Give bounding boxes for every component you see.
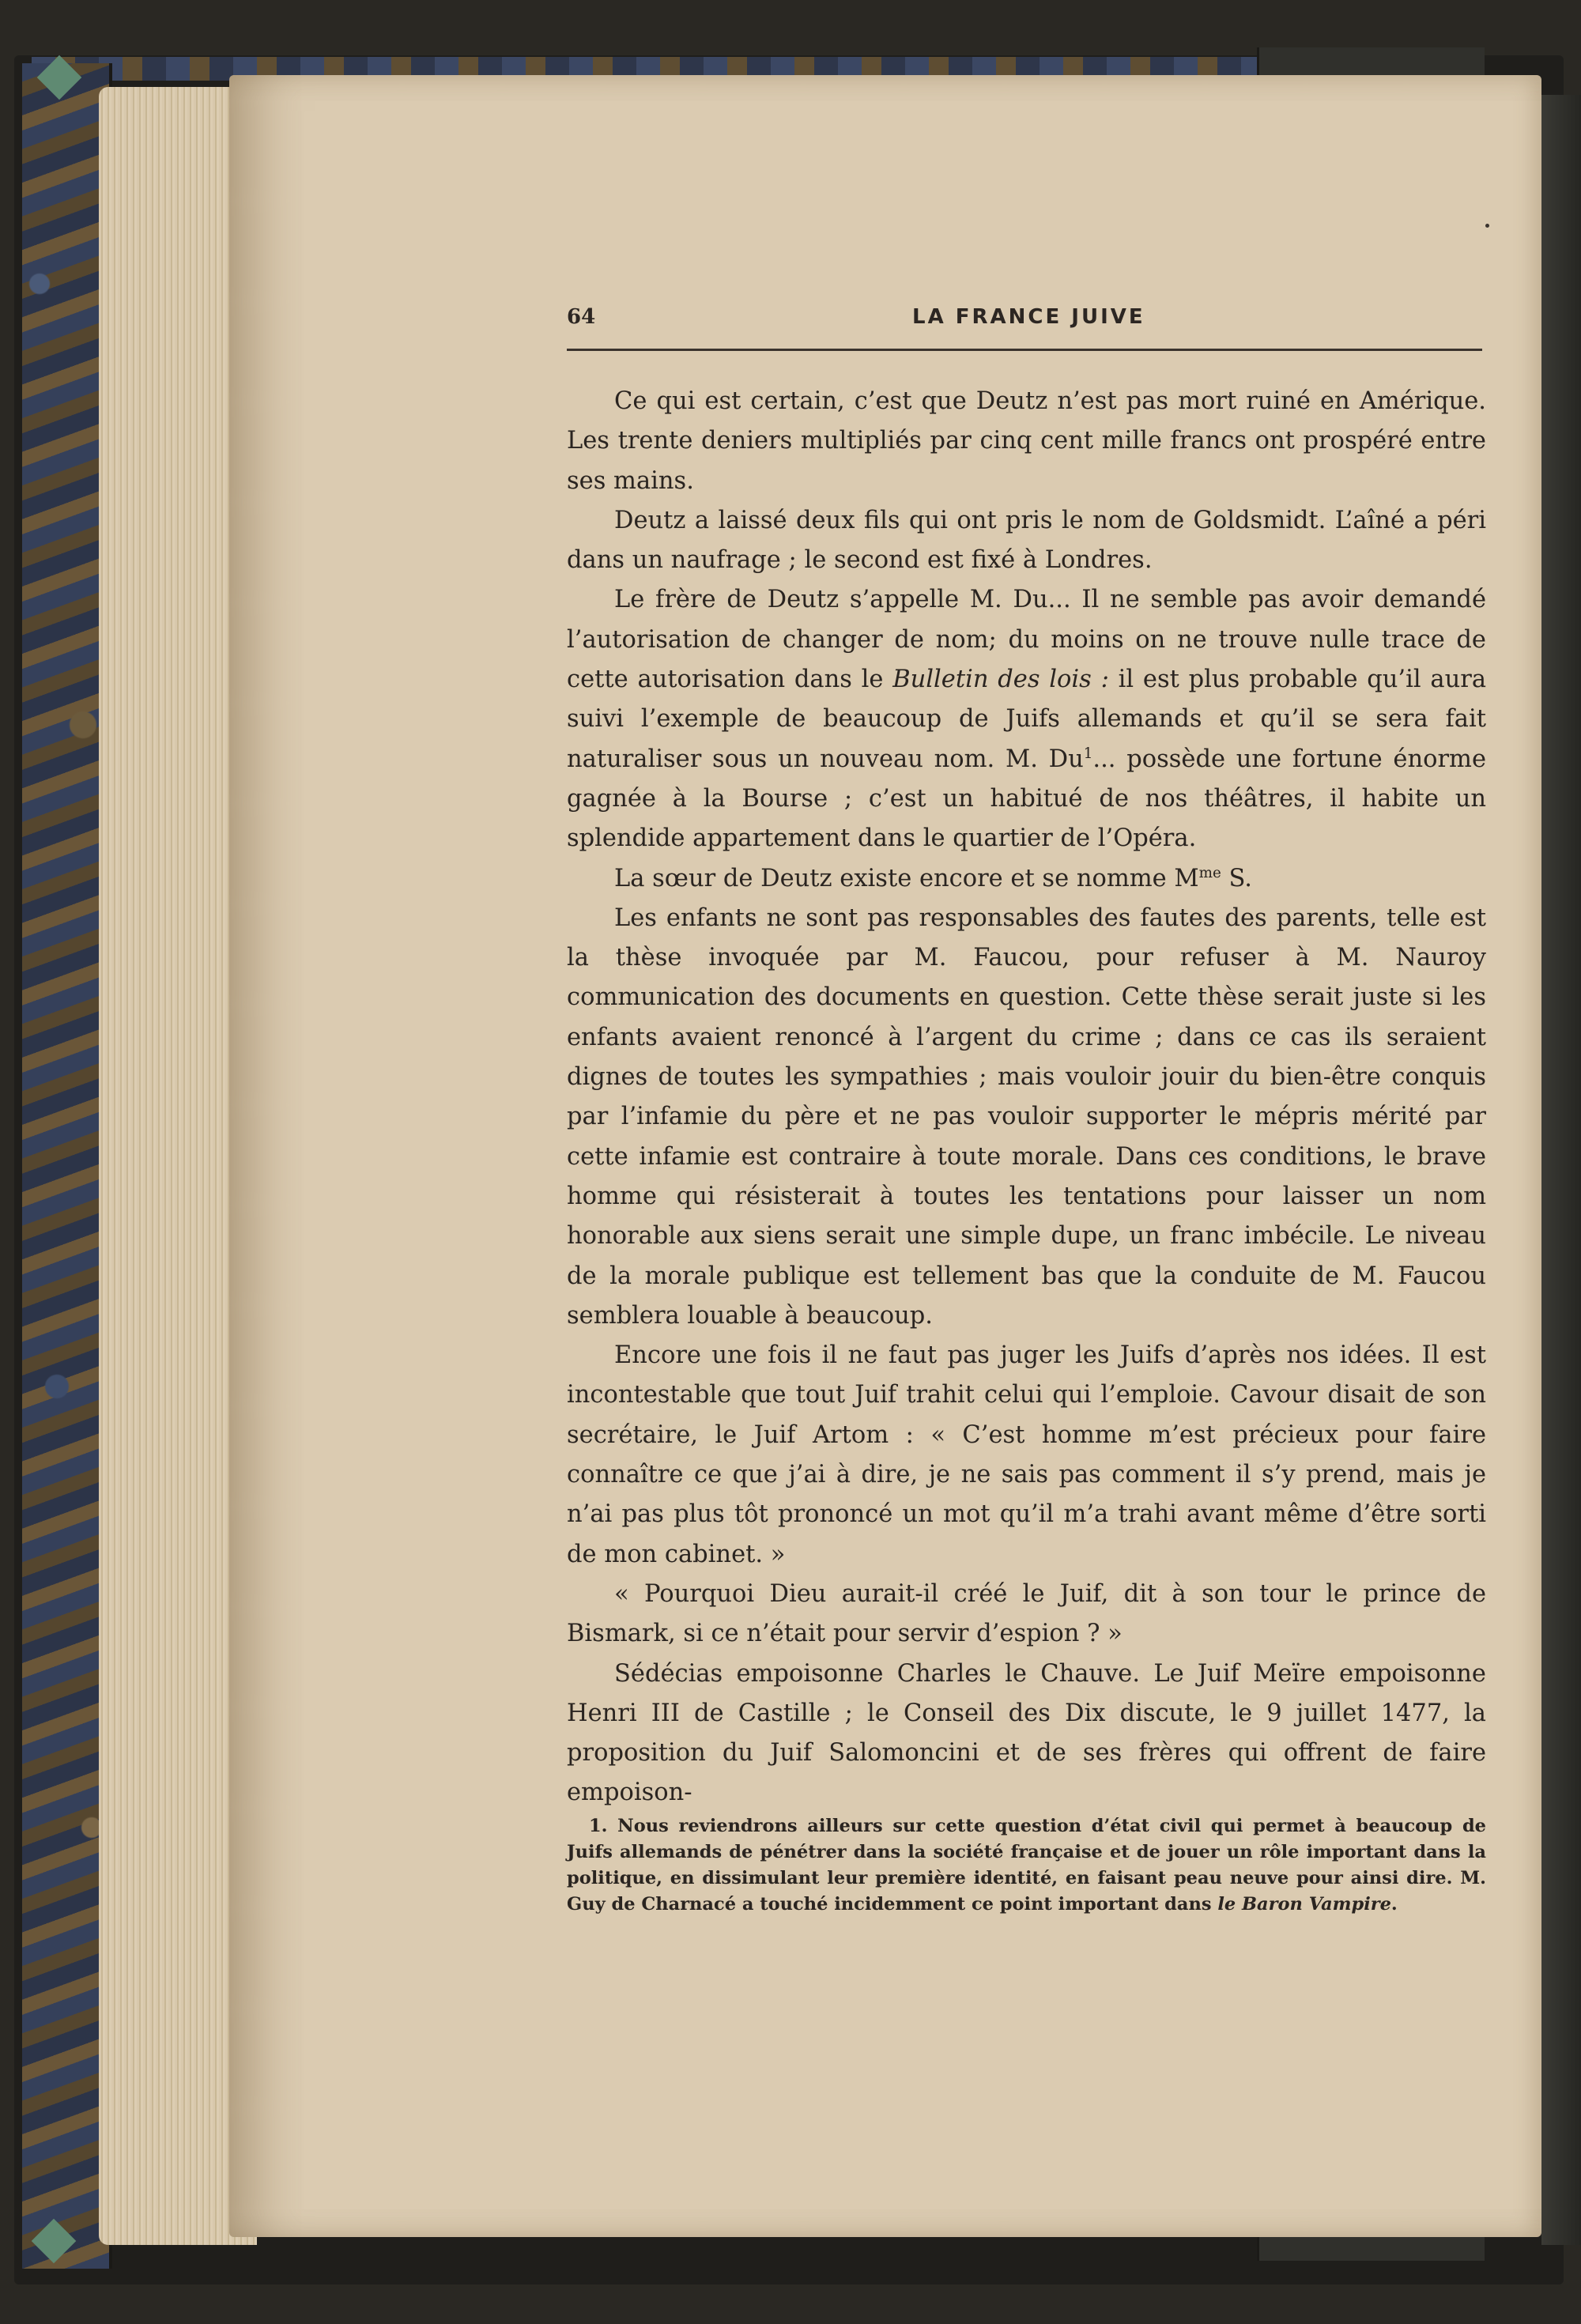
page-number: 64 bbox=[567, 305, 596, 329]
running-title: LA FRANCE JUIVE bbox=[912, 305, 1145, 329]
paragraph bbox=[567, 382, 1486, 501]
running-head bbox=[567, 305, 1482, 345]
footnote-paragraph bbox=[567, 1813, 1486, 1918]
italic-title: Bulletin des lois : bbox=[892, 666, 1109, 694]
paragraph bbox=[567, 1336, 1486, 1575]
header-rule bbox=[567, 349, 1482, 351]
paragraph-text: Le frère de Deutz s’appelle M. Du... Il ne semble pas avoir demandé l’autorisation de changer de nom; du moins on ne trouve nulle trace de cette autorisation dans le bbox=[567, 586, 1486, 694]
body-text bbox=[567, 382, 1486, 1813]
back-cover-edge bbox=[1541, 95, 1581, 2245]
paragraph-text: S. bbox=[1221, 864, 1252, 892]
footnote-italic-title: le Baron Vampire bbox=[1217, 1894, 1391, 1915]
paragraph-text: il est plus probable qu’il aura suivi l’exemple de beaucoup de Juifs allemands et qu’il se sera fait naturaliser sous un nouveau nom. M. Du bbox=[567, 666, 1486, 773]
paper-speck bbox=[1485, 224, 1489, 228]
paragraph bbox=[567, 580, 1486, 858]
footnote-reference: 1 bbox=[1083, 745, 1093, 762]
paragraph-text: Sédécias empoisonne Charles le Chauve. Le Juif Meïre empoisonne Henri III de Castille ; le Conseil des Dix discute, le 9 juillet 1477, la proposition du Juif Salomoncini et de ses frères qui offrent de faire empoison- bbox=[567, 1659, 1486, 1807]
paragraph bbox=[567, 501, 1486, 581]
paragraph bbox=[567, 859, 1486, 899]
footnote-end: . bbox=[1390, 1894, 1398, 1915]
footnote-marker: 1. bbox=[589, 1816, 608, 1836]
paragraph-text: Ce qui est certain, c’est que Deutz n’est pas mort ruiné en Amérique. Les trente deniers multipliés par cinq cent mille francs ont prospéré entre ses mains. bbox=[567, 387, 1486, 495]
paragraph-text: La sœur de Deutz existe encore et se nomme M bbox=[614, 864, 1199, 892]
paragraph bbox=[567, 1654, 1486, 1813]
paragraph bbox=[567, 1575, 1486, 1654]
paragraph-text: ... possède une fortune énorme gagnée à la Bourse ; c’est un habitué de nos théâtres, il habite un splendide appartement dans le quartier de l’Opéra. bbox=[567, 745, 1487, 853]
paragraph-text: « Pourquoi Dieu aurait-il créé le Juif, dit à son tour le prince de Bismark, si ce n’était pour servir d’espion ? » bbox=[567, 1579, 1486, 1648]
paragraph-text: Les enfants ne sont pas responsables des fautes des parents, telle est la thèse invoquée par M. Faucou, pour refuser à M. Nauroy communication des documents en question. Cette thèse serait juste si les enfants avaient renoncé à l’argent du crime ; dans ce cas ils seraient dignes de toutes les sympathies ; mais vouloir jouir du bien-être conquis par l’infamie du père et ne pas vouloir supporter le mépris mérité par cette infamie est contraire à toute morale. Dans ces conditions, le brave homme qui résisterait à toutes les tentations pour laisser un nom honorable aux siens serait une simple dupe, un franc imbécile. Le niveau de la morale publique est tellement bas que la conduite de M. Faucou semblera louable à beaucoup. bbox=[567, 904, 1486, 1330]
paragraph bbox=[567, 899, 1486, 1336]
superscript: me bbox=[1198, 864, 1221, 881]
paragraph-text: Deutz a laissé deux fils qui ont pris le nom de Goldsmidt. L’aîné a péri dans un naufrage ; le second est fixé à Londres. bbox=[567, 506, 1486, 575]
footnote bbox=[567, 1813, 1486, 1918]
paragraph-text: Encore une fois il ne faut pas juger les Juifs d’après nos idées. Il est incontestable que tout Juif trahit celui qui l’emploie. Cavour disait de son secrétaire, le Juif Artom : « C’est homme m’est précieux pour faire connaître ce que j’ai à dire, je ne sais pas comment il s’y prend, mais je n’ai pas plus tôt prononcé un mot qu’il m’a trahi avant même d’être sorti de mon cabinet. » bbox=[567, 1341, 1486, 1568]
footnote-text: Nous reviendrons ailleurs sur cette question d’état civil qui permet à beaucoup de Juifs allemands de pénétrer dans la société française et de jouer un rôle important dans la politique, en dissimulant leur première identité, en faisant peau neuve pour ainsi dire. M. Guy de Charnacé a touché incidemment ce point important dans bbox=[567, 1816, 1486, 1915]
